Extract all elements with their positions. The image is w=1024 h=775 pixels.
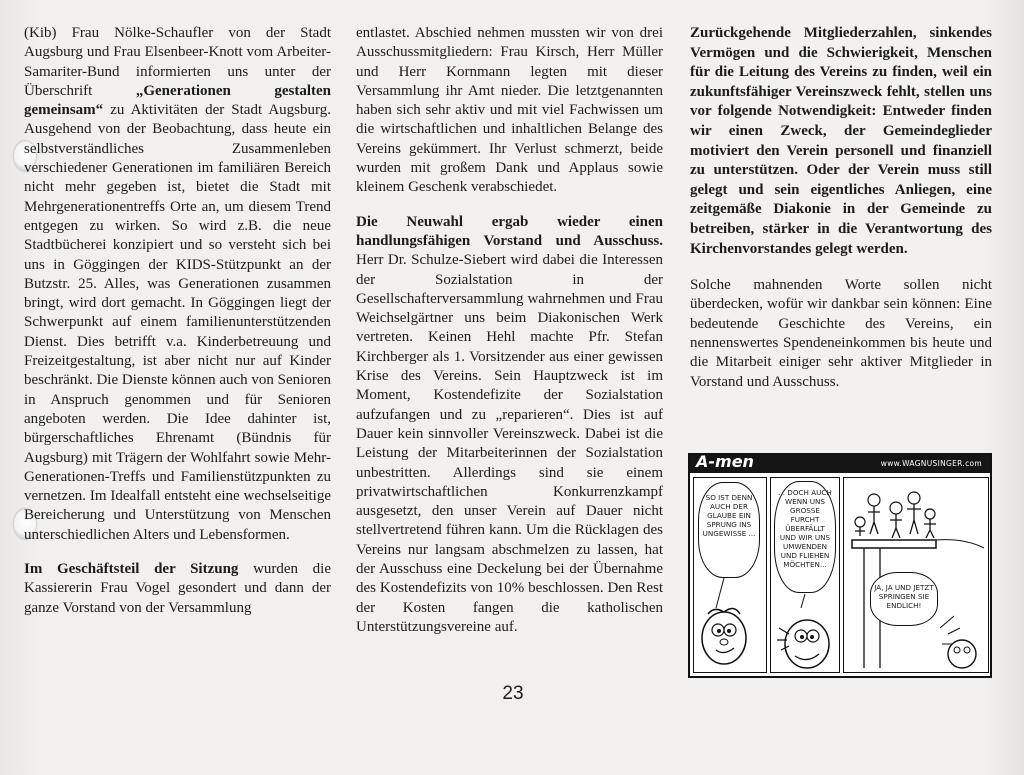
comic-header — [690, 452, 990, 473]
text-column-2 — [356, 24, 663, 652]
pastor-figure-icon — [771, 478, 839, 672]
comic-panel-2 — [770, 477, 840, 673]
bold-paragraph: Zurückgehende Mitgliederzahlen, sinkendes Vermögen und die Schwierigkeit, Menschen für die Leitung des Vereins zu finden, weil ein zukunftsfähiger Vereinszweck fehlt, stellen uns vor folgende Notwendigkeit: Entweder finden wir einen Zweck, der Gemeindeglieder motiviert den Verein personell und finanziell zu unterstützen. Oder der Verein muss still gelegt und sein eigentliches Anliegen, eine zeitgemäße Diakonie in der Gemeinde zu betreiben, stärker in die Verantwortung des Kirchenvorstandes gelegt werden. — [690, 25, 992, 257]
comic-logo: A-men — [696, 452, 754, 471]
paragraph-text: Herr Dr. Schulze-Siebert wird dabei die Interessen der Sozialstation in der Gesellschafterversammlung wahrnehmen und Frau Weichselgärtner uns beim Diakonischen Werk vertreten. Keinen Hehl machte Pfr. Stefan Kirchberger als 1. Vorsitzender aus einer gewissen Krise des Vereins. Sein Hauptzweck ist im Moment, Kostendefizite der Sozialstation aufzufangen und zu „reparieren“. Dies ist auf Dauer kein sinnvoller Vereinszweck. Dabei ist die Leistung der Mitarbeiterinnen der Sozialstation unbestritten. Allerdings sind sie einem privatwirtschaftlichen Konkurrenzkampf ausgesetzt, den unser Verein auf Dauer nicht stellvertretend führen kann. Um die Rücklagen des Vereins nur langsam abschmelzen zu lassen, hat der Ausschuss eine Deckelung bei der Übernahme des Kostendefizits von 10% beschlossen. Den Rest der Kosten fangen die katholischen Unterstützungsvereine auf. — [356, 252, 663, 635]
bold-phrase: Die Neuwahl ergab wieder einen handlungsfähigen Vorstand und Ausschuss. — [356, 213, 663, 249]
speech-bubble: SO IST DENN AUCH DER GLAUBE EIN SPRUNG INS UNGEWISSE ... — [698, 482, 760, 578]
text-column-1 — [24, 24, 331, 633]
pastor-figure-icon — [694, 478, 766, 672]
paragraph-text: (Kib) Frau Nölke-Schaufler von der Stadt Augsburg und Frau Elsenbeer-Knott vom Arbeiter-Samariter-Bund informierten uns unter der Überschrift — [24, 25, 331, 99]
paragraph-text: zu Aktivitäten der Stadt Augsburg. Ausgehend von der Beobachtung, dass heute ein selbstverständliches Zusammenleben verschiedener Generationen im familiären Bereich nicht mehr gegeben ist, bietet die Stadt mit Mehrgenerationentreffs Orte an, um diesem Trend entgegen zu wirken. So wird z.B. die neue Stadtbücherei konzipiert und so versteht sich bei uns in Göggingen der KIDS-Stützpunkt an der Butzstr. 25. Alles, was Generationen zusammen bringt, wird dort gemacht. In Göggingen liegt der Schwerpunkt auf einem familienunterstützenden Dienst. Dies betrifft v.a. Kinderbetreuung und Freizeitgestaltung, ist aber nicht nur auf Kinder beschränkt. Die Dienste können auch von Senioren in Anspruch genommen und für Senioren angeboten werden. Die Idee dahinter ist, bürgerschaftliches Ehrenamt (Bündnis für Augsburg) mit Trägern der Wohlfahrt sowie Mehr-Generationen-Treffs und Familienstützpunkten zu vernetzen. Im Idealfall entsteht eine wechselseitige Bereicherung und Unterstützung von Menschen unterschiedlichen Alters und Lebensformen. — [24, 102, 331, 543]
paragraph-text: wurden die Kassiererin Frau Vogel gesondert und dann der ganze Vorstand von der Versammlung — [24, 561, 332, 616]
comic-strip — [688, 453, 992, 678]
speech-bubble: ... DOCH AUCH WENN UNS GROSSE FURCHT ÜBERFÄLLT UND WIR UNS UMWENDEN UND FLIEHEN MÖCHTEN... — [774, 481, 836, 593]
text-column-3 — [690, 24, 992, 407]
bold-phrase: Im Geschäftsteil der Sitzung — [24, 561, 239, 578]
paragraph: Solche mahnenden Worte sollen nicht überdecken, wofür wir dankbar sein können: Eine bedeutende Geschichte des Vereins, ein nennenswertes Spendeneinkommen bis heute und die Mitarbeit einiger sehr aktiver Mitglieder in Vorstand und Ausschuss. — [690, 277, 992, 390]
comic-panel-3 — [843, 477, 989, 673]
paragraph — [24, 560, 331, 618]
page-number: 23 — [502, 683, 524, 704]
bold-phrase: „Generationen gestalten gemeinsam“ — [24, 82, 332, 119]
paragraph — [356, 213, 663, 638]
comic-panel-1 — [693, 477, 767, 673]
speech-bubble: JA, JA UND JETZT SPRINGEN SIE ENDLICH! — [870, 572, 938, 626]
paragraph — [24, 24, 331, 545]
comic-website: www.WAGNUSINGER.com — [880, 459, 982, 468]
paragraph: entlastet. Abschied nehmen mussten wir von drei Ausschussmitgliedern: Frau Kirsch, Herr Müller und Herr Kornmann legten mit dieser Versammlung ihr Amt nieder. Die letztgenannten haben sich sehr aktiv und mit viel Fachwissen um die wirtschaftlichen und inhaltlichen Belange des Vereins gekümmert. Ihr Verlust schmerzt, beide wurden mit großem Dank und Applaus sowie kleinem Geschenk verabschiedet. — [356, 25, 663, 196]
